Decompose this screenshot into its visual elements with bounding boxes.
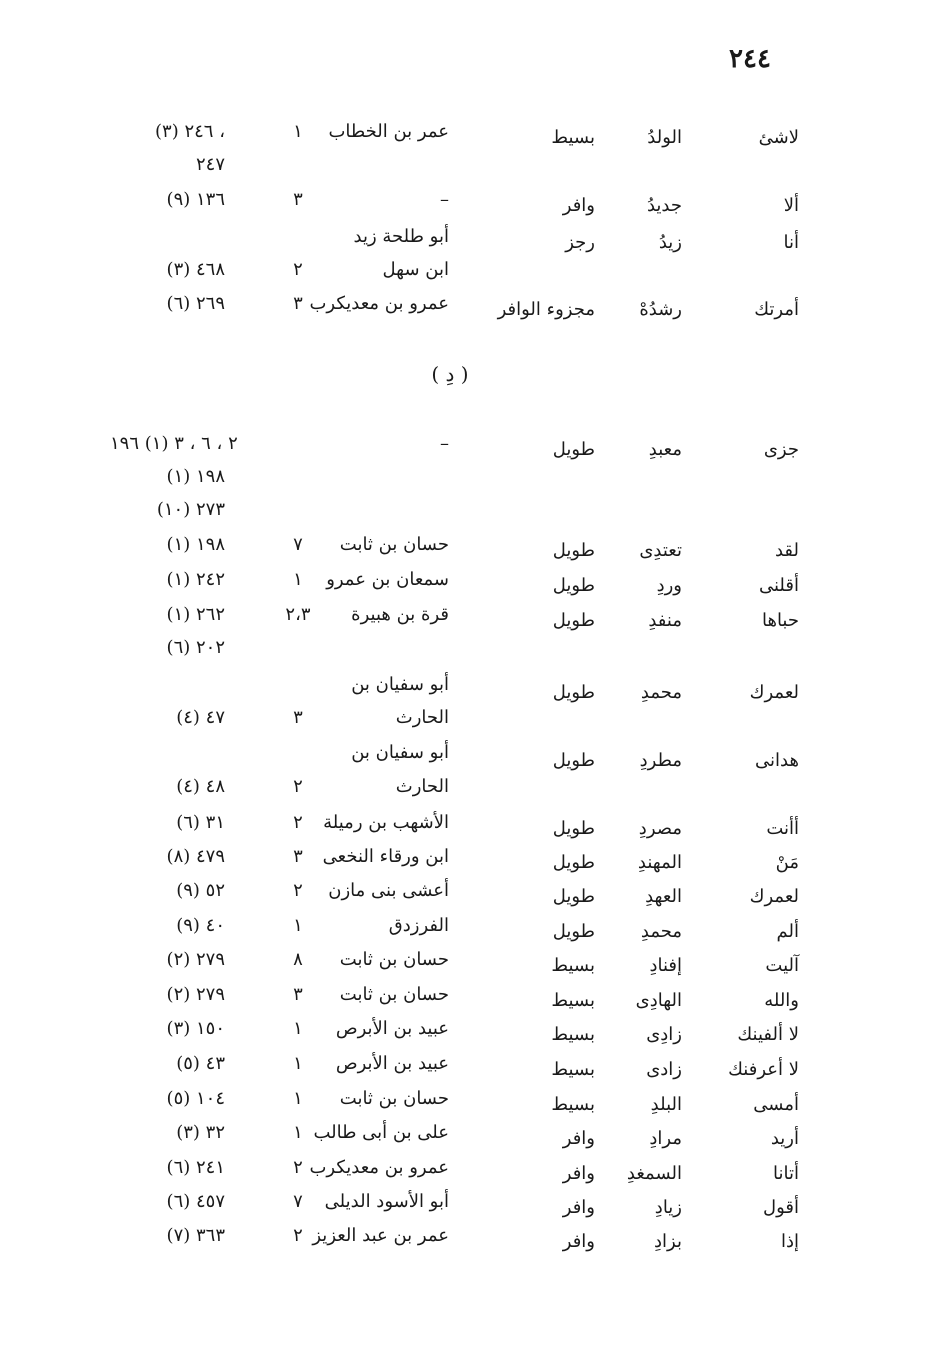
- reference: (٦) ٣١: [176, 812, 225, 833]
- poet: قرة بن هبيرة: [351, 604, 449, 625]
- reference: (٦) ٢٦٩: [166, 293, 225, 314]
- reference: (١) ١٩٨: [166, 534, 225, 555]
- poet: الأشهب بن رميلة: [323, 812, 449, 833]
- verse-count: ١: [293, 1088, 303, 1109]
- poet: حسان بن ثابت: [339, 534, 449, 555]
- poet: عبيد بن الأبرص: [335, 1018, 449, 1039]
- poet: الحارث: [395, 707, 449, 728]
- rhyme-word: الولدُ: [647, 127, 682, 148]
- rhyme-word: المهندِ: [637, 852, 682, 873]
- reference: (١٠) ٢٧٣: [156, 499, 225, 520]
- verse-count: ١: [293, 121, 303, 142]
- rhyme-word: زيدُ: [658, 232, 682, 253]
- reference: (١) ١٩٨: [166, 466, 225, 487]
- verse-count: ٢،٣: [285, 604, 311, 625]
- reference: (٩) ٥٢: [176, 880, 225, 901]
- meter: طويل: [552, 921, 595, 942]
- first-word: أمرتك: [754, 299, 799, 320]
- rhyme-word: مرادِ: [649, 1128, 682, 1149]
- rhyme-word: تعتدِى: [639, 540, 682, 561]
- poet: أبو سفيان بن: [351, 674, 449, 695]
- reference: (٣) ٤٦٨: [166, 259, 225, 280]
- first-word: حباها: [761, 610, 799, 631]
- rhyme-word: زيادِ: [654, 1197, 682, 1218]
- verse-count: ٣: [293, 189, 303, 210]
- meter: مجزوء الوافر: [497, 299, 595, 320]
- first-word: أمسى: [753, 1094, 799, 1115]
- poet: عمرو بن معديكرب: [309, 1157, 449, 1178]
- poet: أبو الأسود الديلى: [324, 1191, 449, 1212]
- poet: –: [440, 189, 449, 210]
- meter: وافر: [562, 1231, 595, 1252]
- verse-count: ١: [293, 1122, 303, 1143]
- first-word: لاشئ: [758, 127, 799, 148]
- first-word: والله: [764, 990, 799, 1011]
- rhyme-word: مصردِ: [638, 818, 682, 839]
- meter: بسيط: [551, 1094, 595, 1115]
- verse-count: ٢: [293, 776, 303, 797]
- first-word: آليت: [765, 955, 799, 976]
- first-word: أنا: [783, 232, 799, 253]
- first-word: ألا: [783, 195, 799, 216]
- reference: (٣) ٢٤٦ ،: [155, 121, 225, 142]
- poet: الفرزدق: [388, 915, 449, 936]
- poet: أبو طلحة زيد: [353, 226, 449, 247]
- poet: أبو سفيان بن: [351, 742, 449, 763]
- meter: طويل: [552, 886, 595, 907]
- reference: (٤) ٤٧: [176, 707, 225, 728]
- first-word: ألم: [776, 921, 799, 942]
- first-word: أقلنى: [759, 575, 799, 596]
- meter: بسيط: [551, 1024, 595, 1045]
- reference: (٩) ٤٠: [176, 915, 225, 936]
- reference: ٢ ، ٦ ، ٣ (١) ١٩٦: [110, 433, 238, 454]
- first-word: أتانا: [773, 1163, 799, 1184]
- meter: طويل: [552, 818, 595, 839]
- reference: (٣) ٣٢: [176, 1122, 225, 1143]
- first-word: مَنْ: [775, 852, 799, 873]
- first-word: لقد: [774, 540, 799, 561]
- verse-count: ١: [293, 915, 303, 936]
- reference: ٢٤٧: [195, 154, 225, 175]
- first-word: لا أعرفنك: [728, 1059, 799, 1080]
- rhyme-word: السمغدِ: [626, 1163, 682, 1184]
- first-word: لا ألفينك: [737, 1024, 799, 1045]
- verse-count: ٧: [293, 534, 303, 555]
- reference: (٨) ٤٧٩: [166, 846, 225, 867]
- poet: حسان بن ثابت: [339, 1088, 449, 1109]
- verse-count: ٨: [293, 949, 303, 970]
- meter: بسيط: [551, 955, 595, 976]
- rhyme-word: جديدُ: [646, 195, 682, 216]
- verse-count: ١: [293, 1053, 303, 1074]
- meter: طويل: [552, 610, 595, 631]
- verse-count: ٣: [293, 984, 303, 1005]
- verse-count: ٣: [293, 846, 303, 867]
- meter: طويل: [552, 750, 595, 771]
- first-word: إذا: [780, 1231, 799, 1252]
- rhyme-word: زادِى: [646, 1024, 682, 1045]
- meter: رجز: [565, 232, 595, 253]
- verse-count: ٣: [293, 707, 303, 728]
- verse-count: ٧: [293, 1191, 303, 1212]
- reference: (٧) ٣٦٣: [166, 1225, 225, 1246]
- verse-count: ١: [293, 1018, 303, 1039]
- rhyme-word: منفدِ: [648, 610, 682, 631]
- reference: (٩) ١٣٦: [166, 189, 225, 210]
- first-word: لعمرك: [749, 682, 799, 703]
- poet: عمر بن عبد العزيز: [312, 1225, 449, 1246]
- rhyme-word: الهادِى: [635, 990, 682, 1011]
- rhyme-word: إفنادِ: [649, 955, 682, 976]
- rhyme-word: زادى: [646, 1059, 682, 1080]
- meter: طويل: [552, 540, 595, 561]
- poet: حسان بن ثابت: [339, 949, 449, 970]
- poet: أعشى بنى مازن: [328, 880, 449, 901]
- poet: عبيد بن الأبرص: [335, 1053, 449, 1074]
- rhyme-word: رشدُهْ: [639, 299, 682, 320]
- verse-count: ٢: [293, 1225, 303, 1246]
- poet: عمر بن الخطاب: [328, 121, 449, 142]
- poet: –: [440, 433, 449, 454]
- meter: وافر: [562, 1163, 595, 1184]
- rhyme-word: العهدِ: [645, 886, 682, 907]
- rhyme-word: البلدِ: [650, 1094, 682, 1115]
- page-number: ٢٤٤: [729, 44, 771, 74]
- reference: (٦) ٢٤١: [166, 1157, 225, 1178]
- meter: طويل: [552, 575, 595, 596]
- reference: (٣) ١٥٠: [166, 1018, 225, 1039]
- poet: ابن ورقاء النخعى: [322, 846, 449, 867]
- rhyme-word: وردِ: [656, 575, 682, 596]
- verse-count: ٢: [293, 812, 303, 833]
- reference: (٤) ٤٨: [176, 776, 225, 797]
- rhyme-word: محمدِ: [640, 682, 682, 703]
- verse-count: ١: [293, 569, 303, 590]
- first-word: جزى: [763, 439, 799, 460]
- rhyme-word: معبدِ: [648, 439, 682, 460]
- reference: (٢) ٢٧٩: [166, 984, 225, 1005]
- first-word: أأنت: [766, 818, 799, 839]
- poet: ابن سهل: [382, 259, 449, 280]
- reference: (٥) ١٠٤: [166, 1088, 225, 1109]
- reference: (٦) ٢٠٢: [166, 637, 225, 658]
- meter: بسيط: [551, 990, 595, 1011]
- meter: طويل: [552, 852, 595, 873]
- poet: عمرو بن معديكرب: [309, 293, 449, 314]
- meter: وافر: [562, 195, 595, 216]
- reference: (٦) ٤٥٧: [166, 1191, 225, 1212]
- meter: طويل: [552, 682, 595, 703]
- reference: (١) ٢٦٢: [166, 604, 225, 625]
- section-title: ( دِ ): [431, 362, 469, 386]
- first-word: لعمرك: [749, 886, 799, 907]
- reference: (٥) ٤٣: [176, 1053, 225, 1074]
- first-word: أقول: [763, 1197, 799, 1218]
- meter: بسيط: [551, 127, 595, 148]
- rhyme-word: محمدِ: [640, 921, 682, 942]
- poet: حسان بن ثابت: [339, 984, 449, 1005]
- rhyme-word: بزادِ: [654, 1231, 682, 1252]
- meter: بسيط: [551, 1059, 595, 1080]
- poet: سمعان بن عمرو: [326, 569, 449, 590]
- meter: وافر: [562, 1128, 595, 1149]
- rhyme-word: مطردِ: [639, 750, 682, 771]
- reference: (٢) ٢٧٩: [166, 949, 225, 970]
- poet: الحارث: [395, 776, 449, 797]
- verse-count: ٢: [293, 880, 303, 901]
- meter: وافر: [562, 1197, 595, 1218]
- verse-count: ٢: [293, 1157, 303, 1178]
- reference: (١) ٢٤٢: [166, 569, 225, 590]
- poet: على بن أبى طالب: [313, 1122, 449, 1143]
- first-word: أريد: [770, 1128, 799, 1149]
- verse-count: ٣: [293, 293, 303, 314]
- meter: طويل: [552, 439, 595, 460]
- first-word: هدانى: [755, 750, 799, 771]
- verse-count: ٢: [293, 259, 303, 280]
